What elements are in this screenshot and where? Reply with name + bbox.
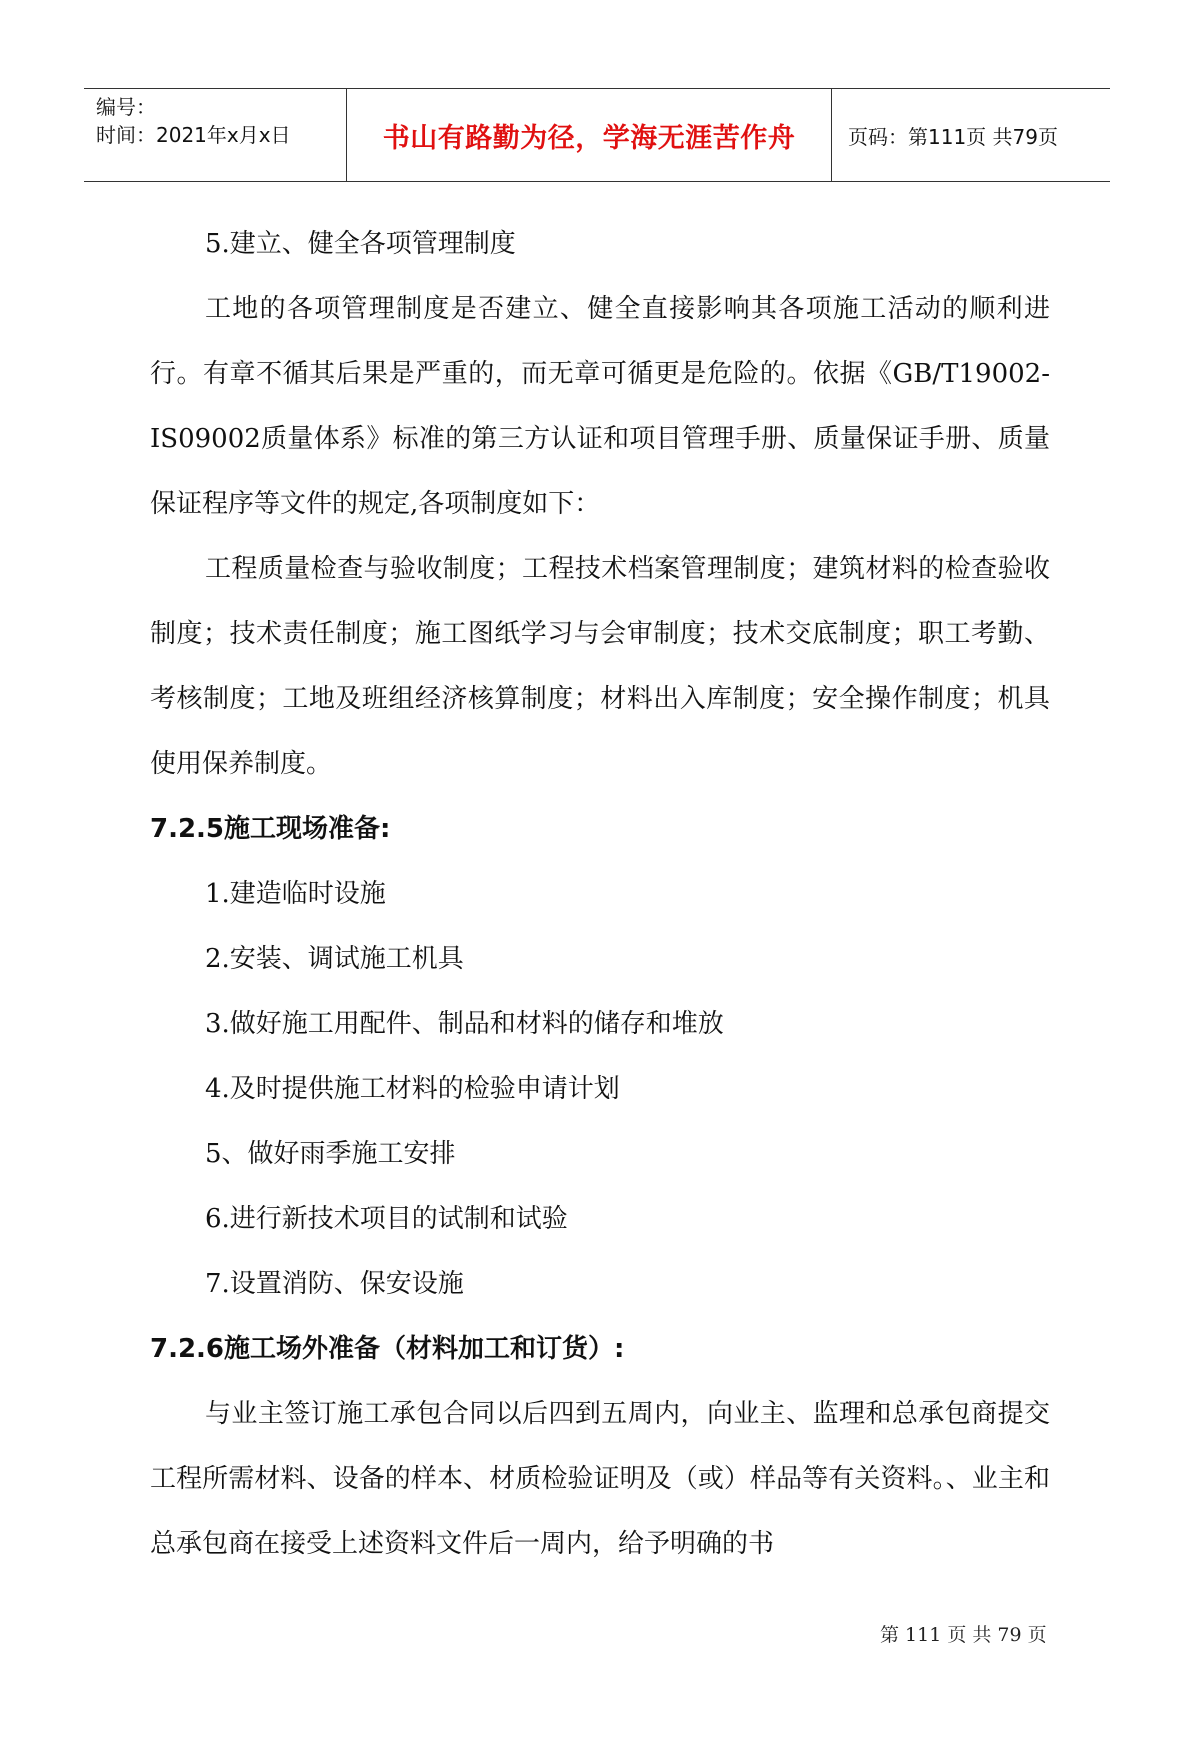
list-item: 1.建造临时设施 [205,879,386,909]
list-item: 4.及时提供施工材料的检验申请计划 [205,1074,620,1104]
document-number-label: 编号： [96,95,156,119]
list-item: 3.做好施工用配件、制品和材料的储存和堆放 [205,1009,724,1039]
header-motto: 书山有路勤为径，学海无涯苦作舟 [382,122,796,154]
list-item: 5、做好雨季施工安排 [205,1139,456,1169]
page-header [84,88,1110,182]
header-page-code-cell [832,89,1110,181]
paragraph-management-intro: 工地的各项管理制度是否建立、健全直接影响其各项施工活动的顺利进行。有章不循其后果是严重的，而无章可循更是危险的。依据《GB/T19002-IS09002质量体系》标准的第三方认证和项目管理手册、质量保证手册、质量保证程序等文件的规定,各项制度如下： [150,294,1050,519]
header-page-code: 页码：第111页 共79页 [848,124,1058,149]
document-time-label: 时间：2021年x月x日 [96,123,291,147]
header-meta [84,89,346,181]
heading-7-2-6: 7.2.6施工场外准备（材料加工和订货）: [150,1334,625,1364]
list-item: 2.安装、调试施工机具 [205,944,464,974]
document-body [150,212,1050,1577]
paragraph-management-list: 工程质量检查与验收制度；工程技术档案管理制度；建筑材料的检查验收制度；技术责任制度；施工图纸学习与会审制度；技术交底制度；职工考勤、考核制度；工地及班组经济核算制度；材料出入库制度；安全操作制度；机具使用保养制度。 [150,554,1050,779]
page-footer: 第 111 页 共 79 页 [880,1624,1047,1646]
list-item: 6.进行新技术项目的试制和试验 [205,1204,568,1234]
heading-7-2-5: 7.2.5施工现场准备: [150,814,391,844]
header-motto-cell [346,89,832,181]
list-item: 7.设置消防、保安设施 [205,1269,464,1299]
paragraph-offsite-preparation: 与业主签订施工承包合同以后四到五周内，向业主、监理和总承包商提交工程所需材料、设备的样本、材质检验证明及（或）样品等有关资料。、业主和总承包商在接受上述资料文件后一周内，给予明确的书 [150,1399,1050,1559]
section-5-title: 5.建立、健全各项管理制度 [205,229,516,259]
